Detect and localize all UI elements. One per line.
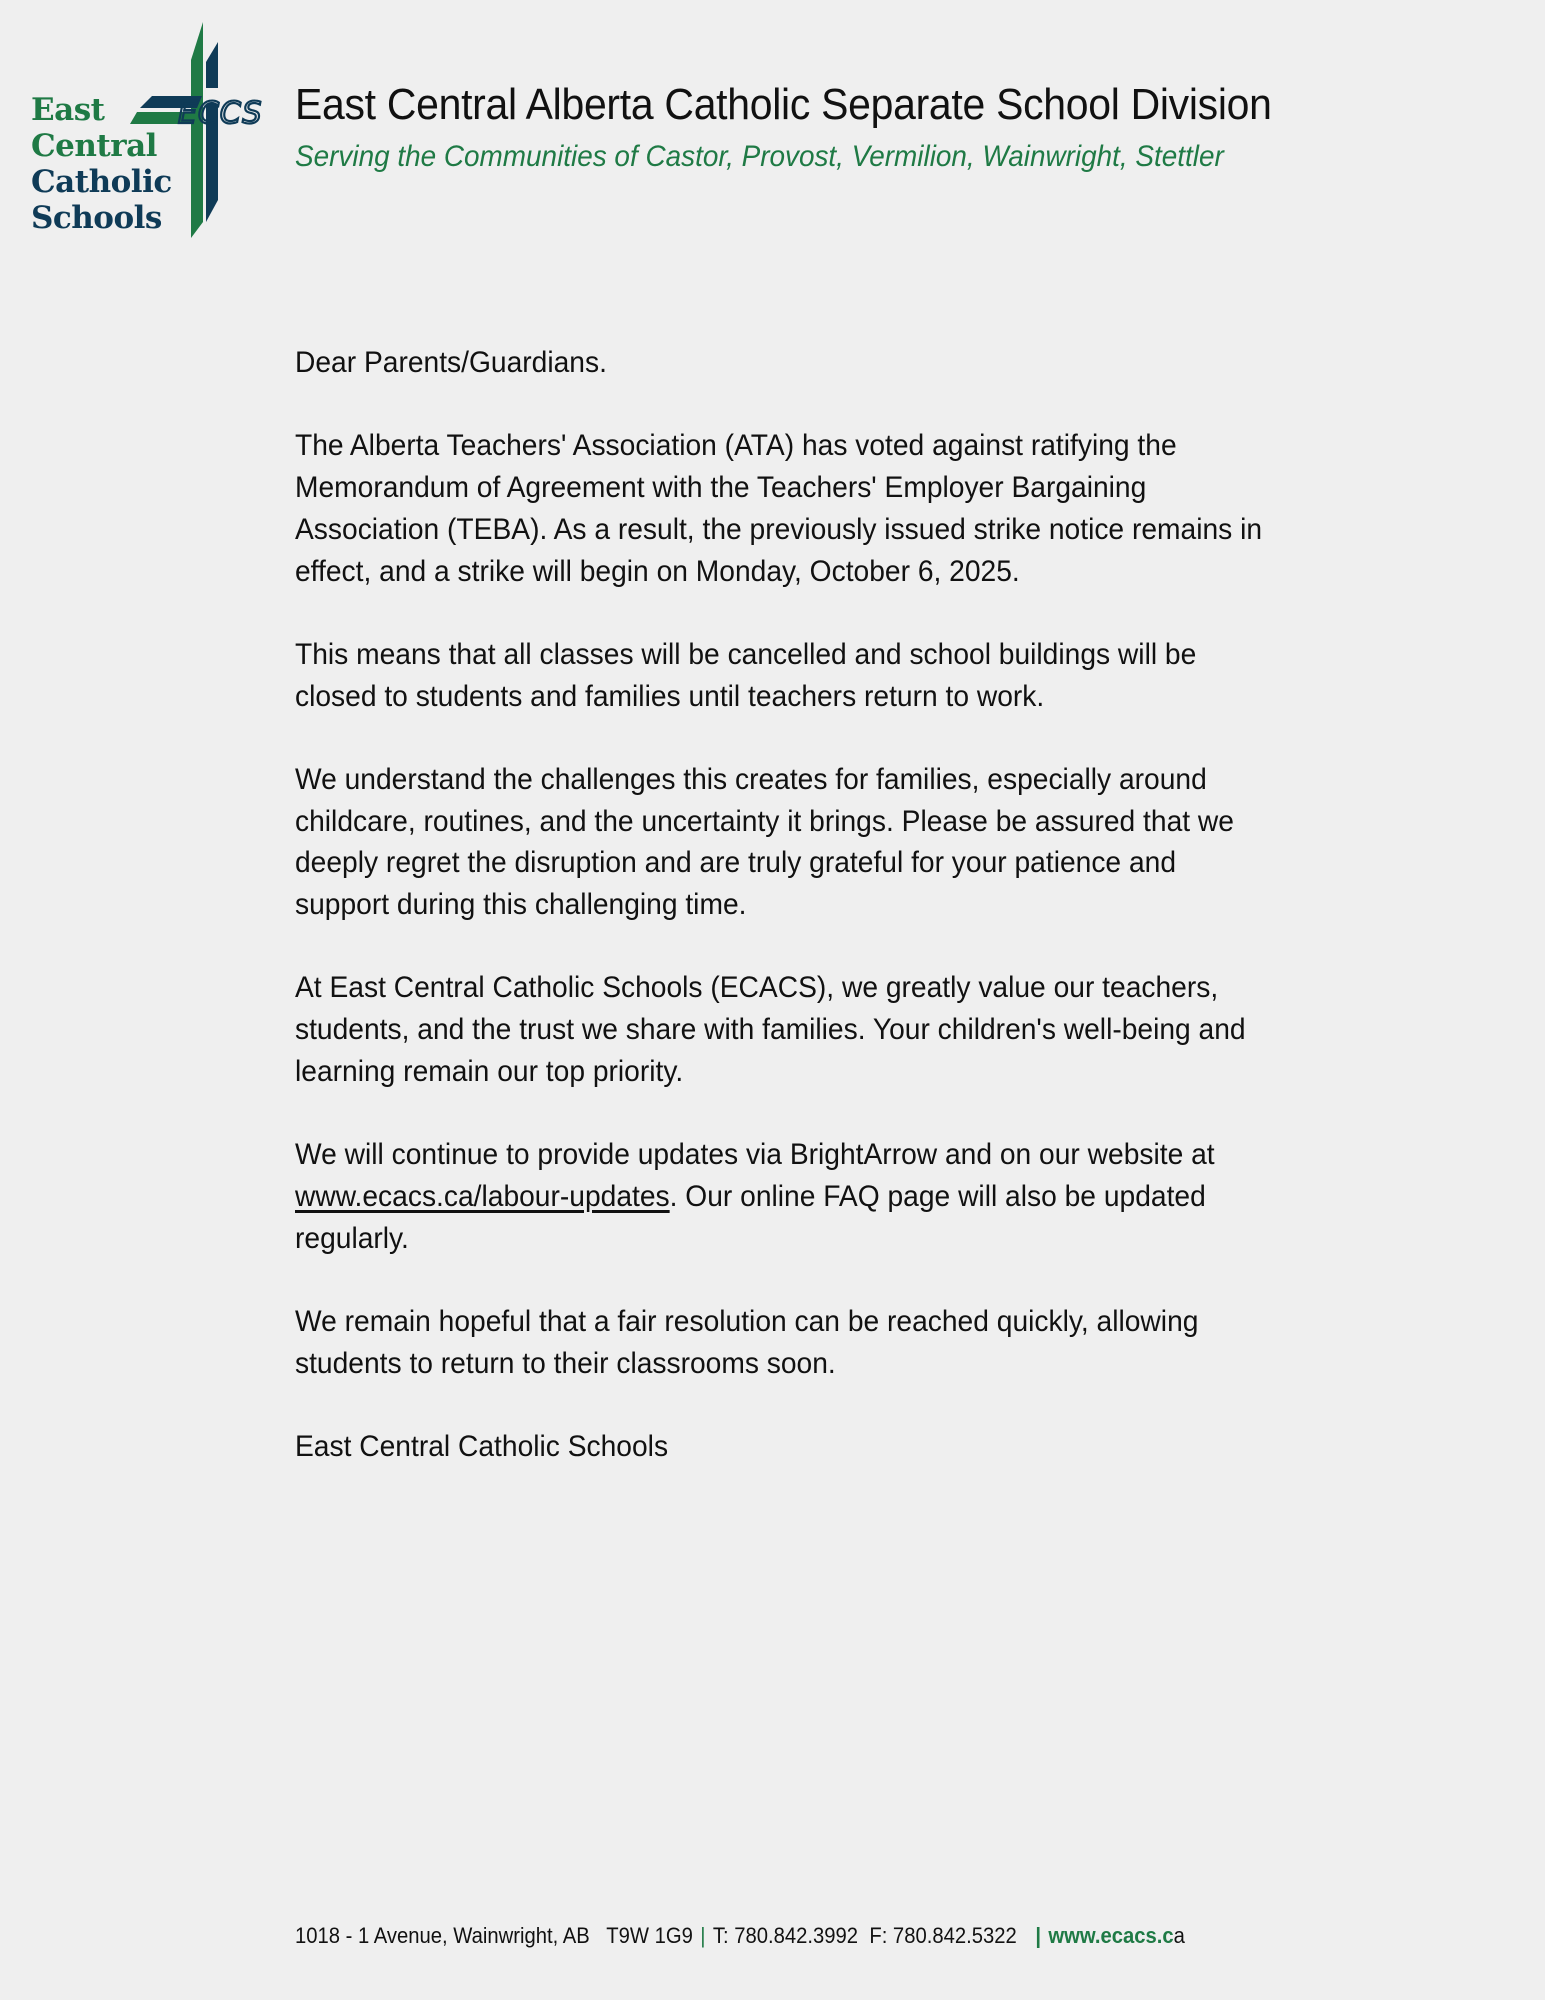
letterhead-footer — [295, 1923, 1185, 1949]
text-line: We understand the challenges this creates for families, especially around — [295, 762, 1207, 796]
text-line: effect, and a strike will begin on Monday, October 6, 2025. — [295, 554, 1020, 588]
text-line: The Alberta Teachers' Association (ATA) has voted against ratifying the — [295, 429, 1177, 463]
text-line: students, and the trust we share with families. Your children's well-being and — [295, 1013, 1246, 1047]
paragraph-understanding — [295, 759, 1367, 926]
text-line: regularly. — [295, 1221, 409, 1255]
paragraph-values — [295, 967, 1367, 1092]
logo-line-central: Central — [31, 128, 157, 164]
paragraph-closures — [295, 634, 1367, 717]
footer-address: 1018 - 1 Avenue, Wainwright, AB T9W 1G9 — [295, 1923, 693, 1948]
text-line: childcare, routines, and the uncertainty it brings. Please be assured that we — [295, 804, 1234, 838]
division-logo — [0, 0, 290, 250]
paragraph-hopeful — [295, 1301, 1367, 1384]
text-line: deeply regret the disruption and are truly grateful for your patience and — [295, 846, 1177, 880]
logo-line-catholic: Catholic — [31, 164, 172, 200]
paragraph-strike-notice — [295, 425, 1367, 592]
logo-line-east: East — [31, 92, 105, 128]
text-line: www.ecacs.ca/labour-updates. Our online FAQ page will also be updated — [295, 1179, 1206, 1213]
paragraph-updates — [295, 1134, 1367, 1259]
signature: East Central Catholic Schools — [295, 1430, 669, 1464]
logo-line-schools: Schools — [31, 200, 162, 236]
svg-text:ECCS: ECCS — [178, 96, 263, 131]
labour-updates-link[interactable]: www.ecacs.ca/labour-updates — [295, 1179, 670, 1213]
text-line: We will continue to provide updates via BrightArrow and on our website at — [295, 1138, 1215, 1172]
footer-website-tail: a — [1173, 1923, 1185, 1948]
letter-body — [295, 342, 1435, 1510]
letterhead-title: East Central Alberta Catholic Separate School Division — [295, 80, 1272, 129]
letterhead-subtitle: Serving the Communities of Castor, Provost, Vermilion, Wainwright, Stettler — [295, 140, 1224, 173]
footer-phone: T: 780.842.3992 — [712, 1923, 859, 1948]
text-line: closed to students and families until teachers return to work. — [295, 679, 1045, 713]
footer-divider: | — [1035, 1923, 1042, 1948]
text-line: students to return to their classrooms soon. — [295, 1346, 836, 1380]
text-line: learning remain our top priority. — [295, 1054, 684, 1088]
text-line: Memorandum of Agreement with the Teachers' Employer Bargaining — [295, 471, 1147, 505]
text-line: This means that all classes will be cancelled and school buildings will be — [295, 637, 1197, 671]
text-line: We remain hopeful that a fair resolution can be reached quickly, allowing — [295, 1305, 1199, 1339]
text-line: Association (TEBA). As a result, the previously issued strike notice remains in — [295, 512, 1263, 546]
text-line: At East Central Catholic Schools (ECACS), we greatly value our teachers, — [295, 971, 1219, 1005]
footer-fax: F: 780.842.5322 — [869, 1923, 1017, 1948]
footer-website[interactable]: www.ecacs.c — [1048, 1923, 1174, 1948]
footer-divider: | — [700, 1923, 706, 1948]
greeting: Dear Parents/Guardians. — [295, 346, 607, 379]
text-line: support during this challenging time. — [295, 888, 747, 922]
